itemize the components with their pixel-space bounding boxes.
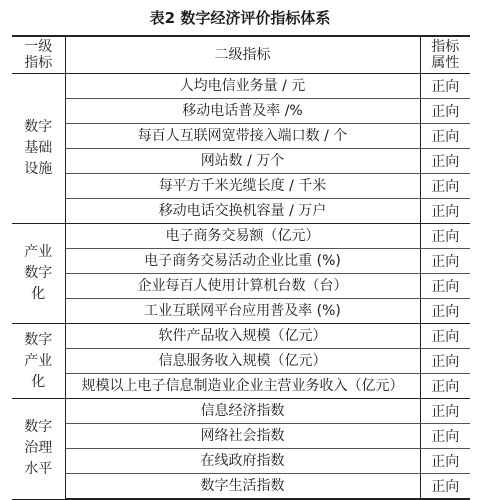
level2-indicator-cell: 企业每百人使用计算机台数（台） [65, 274, 420, 299]
level2-indicator-cell: 网站数 / 万个 [65, 149, 420, 174]
indicator-attribute-cell: 正向 [420, 474, 470, 500]
table-caption: 表2 数字经济评价指标体系 [149, 9, 331, 27]
table-row [12, 349, 470, 374]
table-row [12, 174, 470, 199]
table-row [12, 74, 470, 99]
indicator-attribute-cell: 正向 [420, 424, 470, 449]
table-row [12, 224, 470, 249]
level1-indicator-cell: 数字 治理 水平 [12, 399, 65, 500]
indicator-attribute-cell: 正向 [420, 449, 470, 474]
level1-indicator-cell: 数字 基础 设施 [12, 74, 65, 224]
indicator-attribute-cell: 正向 [420, 349, 470, 374]
table-row [12, 449, 470, 474]
indicator-attribute-cell: 正向 [420, 74, 470, 99]
table-row [12, 274, 470, 299]
level2-indicator-cell: 电子商务交易额（亿元） [65, 224, 420, 249]
indicator-attribute-cell: 正向 [420, 199, 470, 224]
table-row [12, 124, 470, 149]
level2-indicator-cell: 移动电话交换机容量 / 万户 [65, 199, 420, 224]
indicator-attribute-cell: 正向 [420, 149, 470, 174]
indicator-attribute-cell: 正向 [420, 374, 470, 399]
level2-indicator-cell: 数字生活指数 [65, 474, 420, 500]
level2-indicator-cell: 移动电话普及率 /% [65, 99, 420, 124]
table-row [12, 149, 470, 174]
level2-indicator-cell: 规模以上电子信息制造业企业主营业务收入（亿元） [65, 374, 420, 399]
header-level2: 二级指标 [65, 36, 420, 74]
table-header-row [12, 36, 470, 74]
header-level1: 一级 指标 [12, 36, 65, 74]
table-body [12, 74, 470, 500]
indicator-attribute-cell: 正向 [420, 249, 470, 274]
level2-indicator-cell: 网络社会指数 [65, 424, 420, 449]
table-row [12, 249, 470, 274]
level2-indicator-cell: 在线政府指数 [65, 449, 420, 474]
level2-indicator-cell: 每百人互联网宽带接入端口数 / 个 [65, 124, 420, 149]
indicator-attribute-cell: 正向 [420, 99, 470, 124]
table-row [12, 399, 470, 424]
level1-indicator-cell: 产业 数字 化 [12, 224, 65, 324]
indicator-attribute-cell: 正向 [420, 124, 470, 149]
table-row [12, 199, 470, 224]
indicator-attribute-cell: 正向 [420, 399, 470, 424]
table-row [12, 424, 470, 449]
indicator-attribute-cell: 正向 [420, 174, 470, 199]
indicator-attribute-cell: 正向 [420, 324, 470, 349]
header-attribute: 指标 属性 [420, 36, 470, 74]
level2-indicator-cell: 软件产品收入规模（亿元） [65, 324, 420, 349]
level2-indicator-cell: 每平方千米光缆长度 / 千米 [65, 174, 420, 199]
table-row [12, 374, 470, 399]
indicator-attribute-cell: 正向 [420, 224, 470, 249]
level2-indicator-cell: 人均电信业务量 / 元 [65, 74, 420, 99]
table-row [12, 474, 470, 500]
table-row [12, 324, 470, 349]
level2-indicator-cell: 工业互联网平台应用普及率 (%) [65, 299, 420, 324]
level2-indicator-cell: 信息服务收入规模（亿元） [65, 349, 420, 374]
level2-indicator-cell: 电子商务交易活动企业比重 (%) [65, 249, 420, 274]
level2-indicator-cell: 信息经济指数 [65, 399, 420, 424]
indicator-attribute-cell: 正向 [420, 274, 470, 299]
indicator-table [12, 35, 470, 500]
indicator-attribute-cell: 正向 [420, 299, 470, 324]
table-row [12, 299, 470, 324]
level1-indicator-cell: 数字 产业 化 [12, 324, 65, 399]
table-row [12, 99, 470, 124]
